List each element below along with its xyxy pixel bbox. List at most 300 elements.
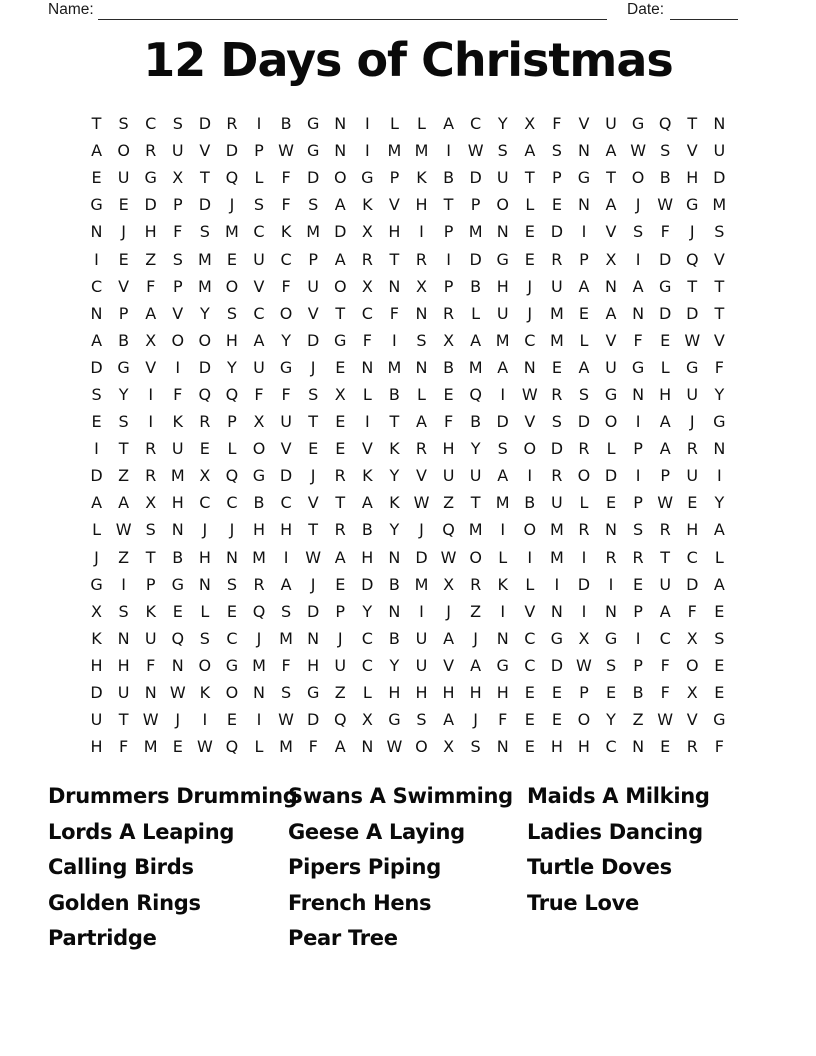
grid-letter: Z <box>118 466 130 486</box>
grid-letter: M <box>495 330 510 350</box>
grid-letter: U <box>686 466 699 486</box>
grid-letter: W <box>278 141 294 161</box>
grid-letter: N <box>415 303 428 323</box>
grid-letter: A <box>659 439 671 459</box>
grid-letter: M <box>252 547 266 567</box>
grid-letter: N <box>171 520 184 540</box>
grid-letter: E <box>660 737 671 757</box>
grid-letter: A <box>605 141 617 161</box>
grid-letter: N <box>144 683 157 703</box>
grid-letter: Y <box>389 520 400 540</box>
grid-letter: V <box>578 114 590 134</box>
grid-letter: I <box>635 249 641 269</box>
grid-letter: A <box>497 357 509 377</box>
grid-letter: U <box>713 141 726 161</box>
grid-letter: S <box>497 439 508 459</box>
grid-letter: X <box>578 628 590 648</box>
name-blank-line <box>98 0 607 20</box>
grid-letter: P <box>443 222 454 242</box>
grid-letter: N <box>550 601 563 621</box>
grid-letter: B <box>118 330 130 350</box>
grid-letter: X <box>443 330 455 350</box>
grid-letter: W <box>142 710 159 730</box>
grid-letter: O <box>469 547 482 567</box>
grid-letter: E <box>335 357 346 377</box>
grid-letter: P <box>552 168 562 188</box>
grid-letter: W <box>657 195 674 215</box>
grid-letter: E <box>578 303 589 323</box>
grid-letter: F <box>146 655 156 675</box>
grid-letter: B <box>470 412 482 432</box>
grid-letter: C <box>524 655 536 675</box>
grid-letter: S <box>578 384 590 404</box>
grid-letter: S <box>308 195 319 215</box>
grid-letter: S <box>253 195 265 215</box>
grid-letter: G <box>117 357 130 377</box>
grid-letter: E <box>714 683 725 703</box>
date-blank-line <box>670 0 738 20</box>
grid-letter: A <box>713 574 725 594</box>
grid-letter: J <box>689 412 695 432</box>
grid-letter: R <box>470 574 482 594</box>
word-item: Drummers Drumming <box>48 784 298 808</box>
grid-letter: F <box>173 384 183 404</box>
grid-letter: D <box>713 168 726 188</box>
grid-letter: L <box>417 114 426 134</box>
grid-letter: W <box>521 384 538 404</box>
grid-letter: O <box>225 276 239 296</box>
grid-letter: G <box>388 710 401 730</box>
grid-letter: L <box>389 114 399 134</box>
grid-letter: V <box>713 330 725 350</box>
grid-letter: E <box>172 737 183 757</box>
grid-letter: D <box>577 574 591 594</box>
grid-letter: Q <box>225 168 239 188</box>
grid-letter: I <box>554 574 560 594</box>
grid-letter: D <box>469 168 482 188</box>
grid-letter: P <box>227 412 237 432</box>
grid-letter: D <box>90 466 103 486</box>
grid-letter: A <box>578 357 590 377</box>
grid-letter: W <box>440 547 457 567</box>
grid-letter: M <box>387 141 402 161</box>
grid-letter: B <box>253 493 265 513</box>
grid-letter: N <box>90 222 103 242</box>
grid-letter: E <box>308 439 319 459</box>
grid-letter: U <box>605 114 617 134</box>
grid-letter: X <box>524 114 536 134</box>
grid-letter: H <box>361 547 374 567</box>
grid-letter: E <box>443 384 454 404</box>
grid-letter: D <box>686 303 699 323</box>
word-search-grid <box>83 110 733 760</box>
grid-letter: S <box>605 655 617 675</box>
grid-letter: L <box>525 574 535 594</box>
grid-letter: I <box>446 141 451 161</box>
grid-letter: R <box>578 520 590 540</box>
grid-letter: G <box>713 710 726 730</box>
grid-letter: I <box>581 222 587 242</box>
grid-letter: S <box>416 330 427 350</box>
grid-letter: H <box>388 222 401 242</box>
grid-letter: V <box>253 276 265 296</box>
grid-letter: H <box>117 655 130 675</box>
grid-letter: C <box>280 493 292 513</box>
grid-letter: M <box>468 222 483 242</box>
word-item: Pipers Piping <box>288 855 441 880</box>
grid-letter: N <box>496 628 509 648</box>
grid-letter: C <box>524 330 536 350</box>
grid-letter: U <box>659 574 672 594</box>
grid-letter: O <box>198 330 212 350</box>
grid-letter: D <box>550 222 564 242</box>
grid-letter: A <box>524 141 536 161</box>
grid-letter: J <box>310 574 316 594</box>
grid-letter: N <box>523 357 536 377</box>
grid-letter: H <box>686 168 699 188</box>
grid-letter: N <box>117 628 130 648</box>
grid-letter: I <box>716 466 722 486</box>
grid-letter: B <box>659 168 671 188</box>
grid-letter: V <box>686 141 698 161</box>
grid-letter: Q <box>469 384 482 404</box>
grid-letter: E <box>605 683 617 703</box>
grid-letter: Y <box>362 601 373 621</box>
grid-letter: I <box>419 222 424 242</box>
grid-letter: S <box>145 520 156 540</box>
grid-letter: R <box>199 412 211 432</box>
grid-letter: F <box>660 683 670 703</box>
grid-letter: E <box>551 357 562 377</box>
grid-letter: V <box>605 330 617 350</box>
grid-letter: U <box>171 141 184 161</box>
word-item: Maids A Milking <box>527 784 710 808</box>
grid-letter: E <box>91 168 102 188</box>
grid-letter: L <box>660 357 670 377</box>
grid-letter: I <box>202 710 208 730</box>
grid-letter: O <box>198 655 212 675</box>
grid-letter: E <box>524 249 535 269</box>
grid-letter: W <box>630 141 647 161</box>
grid-letter: M <box>549 520 564 540</box>
word-list-column <box>48 779 298 957</box>
grid-letter: J <box>202 520 208 540</box>
grid-letter: K <box>145 601 156 621</box>
grid-letter: G <box>361 168 374 188</box>
grid-letter: P <box>118 303 129 323</box>
grid-letter: O <box>523 520 537 540</box>
grid-letter: S <box>118 114 129 134</box>
grid-letter: A <box>253 330 265 350</box>
grid-letter: G <box>144 168 157 188</box>
grid-letter: C <box>199 493 211 513</box>
grid-letter: D <box>604 466 618 486</box>
grid-letter: O <box>171 330 185 350</box>
grid-letter: H <box>496 683 509 703</box>
grid-letter: N <box>307 628 320 648</box>
grid-letter: A <box>578 276 590 296</box>
grid-letter: E <box>633 574 644 594</box>
grid-letter: L <box>579 493 589 513</box>
grid-letter: G <box>686 195 699 215</box>
grid-letter: P <box>660 466 670 486</box>
grid-letter: G <box>225 655 239 675</box>
grid-letter: A <box>605 195 617 215</box>
grid-letter: R <box>442 303 455 323</box>
grid-letter: V <box>307 493 319 513</box>
grid-letter: J <box>473 710 478 730</box>
grid-letter: S <box>226 303 237 323</box>
grid-letter: W <box>278 710 294 730</box>
grid-letter: K <box>416 168 427 188</box>
grid-letter: A <box>280 574 292 594</box>
grid-letter: K <box>172 412 184 432</box>
grid-letter: H <box>280 520 293 540</box>
grid-letter: M <box>306 222 321 242</box>
grid-letter: M <box>252 655 266 675</box>
grid-letter: X <box>172 168 184 188</box>
grid-letter: X <box>686 628 698 648</box>
grid-letter: D <box>90 357 103 377</box>
grid-letter: S <box>91 384 102 404</box>
grid-letter: H <box>90 737 103 757</box>
grid-letter: I <box>635 412 641 432</box>
grid-letter: Y <box>281 330 291 350</box>
grid-letter: R <box>334 520 346 540</box>
grid-letter: Q <box>171 628 185 648</box>
grid-letter: R <box>361 249 373 269</box>
grid-letter: I <box>148 412 154 432</box>
grid-letter: G <box>631 357 645 377</box>
grid-letter: A <box>334 195 346 215</box>
grid-letter: R <box>145 141 157 161</box>
word-item: Golden Rings <box>48 890 201 915</box>
grid-letter: H <box>659 384 672 404</box>
grid-letter: E <box>199 439 210 459</box>
grid-letter: G <box>713 412 726 432</box>
grid-letter: N <box>253 683 265 703</box>
grid-letter: J <box>121 222 126 242</box>
grid-letter: T <box>308 520 319 540</box>
grid-letter: L <box>362 683 372 703</box>
grid-letter: N <box>198 574 211 594</box>
grid-letter: L <box>254 168 264 188</box>
grid-letter: K <box>362 466 373 486</box>
grid-letter: N <box>577 195 590 215</box>
grid-letter: S <box>118 601 129 621</box>
grid-letter: N <box>632 384 645 404</box>
grid-letter: B <box>443 168 455 188</box>
grid-letter: P <box>579 683 589 703</box>
grid-letter: A <box>713 520 725 540</box>
grid-letter: D <box>198 114 212 134</box>
grid-letter: J <box>689 222 695 242</box>
grid-letter: U <box>551 276 563 296</box>
grid-letter: M <box>387 357 402 377</box>
grid-letter: P <box>579 249 589 269</box>
grid-letter: T <box>714 276 725 296</box>
word-list <box>0 779 816 979</box>
grid-letter: H <box>415 683 428 703</box>
grid-letter: E <box>335 574 346 594</box>
grid-letter: N <box>577 141 590 161</box>
grid-letter: W <box>169 683 186 703</box>
grid-letter: F <box>281 276 291 296</box>
grid-letter: U <box>496 303 509 323</box>
grid-letter: M <box>225 222 239 242</box>
grid-letter: M <box>143 737 158 757</box>
grid-letter: N <box>605 601 617 621</box>
grid-letter: J <box>446 601 451 621</box>
grid-letter: O <box>117 141 130 161</box>
grid-letter: E <box>660 330 671 350</box>
grid-letter: T <box>308 412 319 432</box>
grid-letter: U <box>253 249 265 269</box>
grid-letter: D <box>307 168 320 188</box>
grid-letter: P <box>443 276 454 296</box>
grid-letter: O <box>604 412 618 432</box>
grid-letter: N <box>171 655 184 675</box>
grid-letter: G <box>279 357 293 377</box>
grid-letter: S <box>172 114 183 134</box>
grid-letter: H <box>252 520 266 540</box>
grid-letter: P <box>470 195 481 215</box>
grid-letter: E <box>714 601 725 621</box>
grid-letter: G <box>604 384 618 404</box>
grid-letter: I <box>175 357 181 377</box>
grid-letter: G <box>550 628 564 648</box>
grid-letter: F <box>281 384 291 404</box>
grid-letter: U <box>686 384 699 404</box>
grid-letter: J <box>473 628 478 648</box>
grid-letter: U <box>117 168 130 188</box>
grid-letter: O <box>279 303 293 323</box>
grid-letter: D <box>307 601 320 621</box>
grid-letter: D <box>90 683 103 703</box>
grid-letter: V <box>307 303 319 323</box>
grid-letter: S <box>308 384 319 404</box>
grid-letter: U <box>117 683 130 703</box>
grid-letter: C <box>361 655 373 675</box>
grid-letter: X <box>443 574 455 594</box>
grid-letter: C <box>253 303 265 323</box>
grid-letter: M <box>549 303 564 323</box>
grid-letter: S <box>416 710 427 730</box>
grid-letter: E <box>605 493 617 513</box>
grid-letter: O <box>631 168 645 188</box>
grid-letter: A <box>361 493 373 513</box>
grid-letter: J <box>635 195 641 215</box>
grid-letter: E <box>551 683 562 703</box>
grid-letter: H <box>171 493 184 513</box>
grid-letter: A <box>91 330 103 350</box>
grid-letter: P <box>633 493 643 513</box>
grid-letter: A <box>497 466 509 486</box>
grid-letter: I <box>581 601 587 621</box>
grid-letter: G <box>90 574 103 594</box>
grid-letter: A <box>145 303 157 323</box>
grid-letter: I <box>364 412 370 432</box>
grid-letter: C <box>659 628 671 648</box>
grid-letter: C <box>361 303 373 323</box>
grid-letter: I <box>500 520 506 540</box>
grid-letter: V <box>172 303 184 323</box>
grid-letter: L <box>362 384 372 404</box>
grid-letter: W <box>576 655 592 675</box>
grid-letter: G <box>631 114 645 134</box>
grid-letter: Q <box>333 710 347 730</box>
grid-letter: V <box>416 466 427 486</box>
word-item: Calling Birds <box>48 855 194 880</box>
grid-letter: A <box>443 710 455 730</box>
grid-letter: C <box>524 628 536 648</box>
grid-letter: N <box>632 737 645 757</box>
grid-letter: V <box>280 439 292 459</box>
grid-letter: G <box>306 683 320 703</box>
grid-letter: L <box>525 195 535 215</box>
grid-letter: E <box>335 439 346 459</box>
grid-letter: I <box>94 439 99 459</box>
grid-letter: Y <box>199 303 210 323</box>
grid-letter: K <box>389 493 400 513</box>
grid-letter: S <box>199 222 210 242</box>
grid-letter: L <box>606 439 616 459</box>
grid-letter: I <box>635 628 641 648</box>
grid-letter: U <box>415 628 428 648</box>
grid-letter: O <box>333 276 347 296</box>
grid-letter: M <box>495 493 510 513</box>
grid-letter: U <box>415 655 428 675</box>
grid-letter: X <box>605 249 617 269</box>
grid-letter: B <box>280 114 292 134</box>
grid-letter: T <box>118 439 129 459</box>
grid-letter: E <box>91 412 102 432</box>
grid-letter: F <box>660 222 670 242</box>
grid-letter: D <box>469 249 482 269</box>
grid-letter: A <box>605 303 617 323</box>
grid-letter: N <box>415 357 428 377</box>
grid-letter: N <box>388 547 401 567</box>
grid-letter: J <box>229 195 235 215</box>
grid-letter: D <box>307 330 320 350</box>
grid-letter: C <box>145 114 157 134</box>
grid-letter: I <box>94 249 99 269</box>
grid-letter: R <box>551 466 563 486</box>
grid-letter: N <box>713 439 726 459</box>
grid-letter: Q <box>658 114 672 134</box>
grid-letter: I <box>500 384 506 404</box>
grid-letter: T <box>687 276 698 296</box>
grid-letter: Y <box>497 114 508 134</box>
grid-letter: L <box>417 384 426 404</box>
grid-letter: D <box>550 439 564 459</box>
grid-letter: O <box>685 655 699 675</box>
grid-letter: T <box>714 303 725 323</box>
grid-letter: N <box>713 114 726 134</box>
grid-letter: Z <box>443 493 455 513</box>
grid-letter: O <box>333 168 347 188</box>
grid-letter: A <box>443 114 455 134</box>
grid-letter: W <box>684 330 701 350</box>
grid-letter: I <box>446 249 451 269</box>
grid-letter: U <box>605 357 617 377</box>
grid-letter: L <box>579 330 589 350</box>
grid-letter: N <box>496 222 509 242</box>
grid-letter: N <box>334 141 347 161</box>
grid-letter: A <box>118 493 130 513</box>
word-item: Turtle Doves <box>527 855 672 880</box>
grid-letter: S <box>497 141 508 161</box>
